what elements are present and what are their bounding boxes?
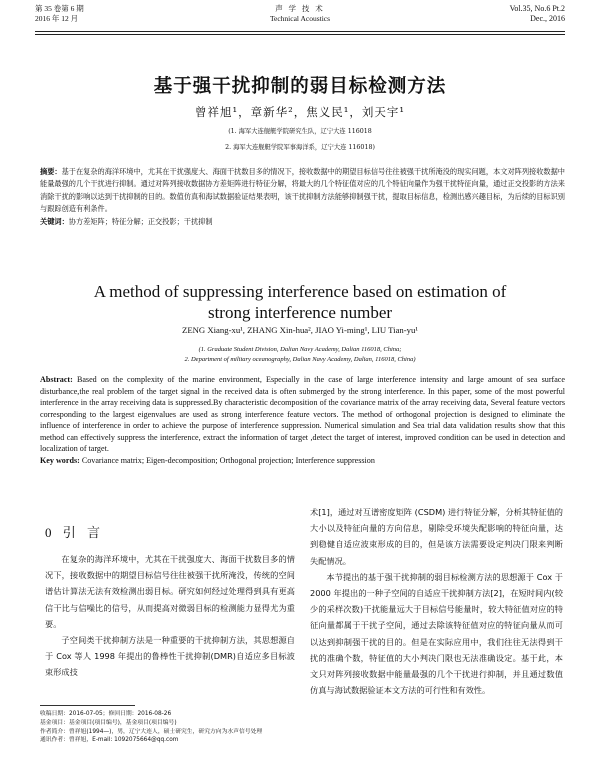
abstract-cn: [40, 166, 565, 228]
body-paragraph: 本节提出的基于强干扰抑制的弱目标检测方法的思想源于 Cox 于 2000 年提出的一种子空间的自适应干扰抑制方法[2]，在短时间内(较少的采样次数)干扰能量远大于目标信号能量时，较大特征值对应的特征向量都属于干扰子空间，通过去除该特征值对应的特征向量从而可以达到抑制强干扰的目的。但是在实际应用中，我们往往无法得到干扰的准确个数，特征值的大小判决门限也无法准确设定。基于此，本文只对阵列接收数据中能量最强的几个干扰进行抑制，并且通过数值仿真与海试数据验证本文方法的可行性和有效性。: [310, 571, 563, 696]
page-title-cn: 基于强干扰抑制的弱目标检测方法: [153, 76, 447, 97]
authors-cn: 曾祥旭¹，章新华²，焦义民¹，刘天宇¹: [195, 105, 405, 119]
affiliation-en-1: (1. Graduate Student Division, Dalian Navy Academy, Dalian 116018, China;: [198, 346, 402, 353]
body-paragraph: 子空间类干扰抑制方法是一种重要的干扰抑制方法，其思想源自于 Cox 等人 1998 年提出的鲁棒性干扰抑制(DMR)自适应多目标波束形成技: [45, 635, 295, 678]
footnote-rule: [40, 705, 135, 706]
header-rule-thin: [35, 34, 565, 35]
body-right-column: [310, 504, 563, 698]
authors-en: ZENG Xiang-xu¹, ZHANG Xin-hua², JIAO Yi-ming¹, LIU Tian-yu¹: [182, 325, 418, 335]
keywords-cn-text: 协方差矩阵；特征分解；正交投影；干扰抑制: [68, 216, 213, 226]
keywords-en: [40, 455, 565, 467]
body-paragraph: 在复杂的海洋环境中，尤其在干扰强度大、海面干扰数目多的情况下，接收数据中的期望目标信号往往被强干扰所淹没，传统的空间谱估计算法无法有效检测出弱目标。研究如何经过处理得到具有更高信干比与信噪比的信号，从而提高对微弱目标的检测能力显得尤为重要。: [45, 554, 295, 629]
keywords-en-label: Key words:: [40, 455, 80, 465]
keywords-cn-label: 关键词：: [40, 216, 69, 226]
journal-volume: 第 35 卷第 6 期 2016 年 12 月: [35, 4, 84, 23]
body-paragraph: 术[1]，通过对互谱密度矩阵 (CSDM) 进行特征分解，分析其特征值的大小以及特征向量的方向信息，剔除受环境失配影响的特征向量，达到稳健自适应波束形成的目的，但是该方法需要设定判决门限来判断失配情况。: [310, 507, 563, 566]
journal-issue: Vol.35, No.6 Pt.2 Dec., 2016: [509, 4, 565, 23]
affiliation-cn-1: (1. 海军大连舰艇学院研究生队，辽宁大连 116018: [228, 128, 372, 135]
page-title-en: A method of suppressing interference based on estimation of strong interference number: [93, 282, 507, 322]
header-rule-thick: [35, 31, 565, 32]
abstract-en-text: Based on the complexity of the marine environment, Especially in the case of large interference intensity and large amount of sea surface disturbance,the real problem of the target signal in the received data is often submerged by the strong interference. In this paper, some of the most powerful interference in the array receiving data is suppressed.By characteristic decomposition of the covariance matrix of the array receiving data, Several feature vectors corresponding to the largest eigenvalues are used as strong interference feature vectors. The method of orthogonal projection is designed to eliminate the influence of interference in order to achieve the purpose of interference suppression. Numerical simulation and Sea trial data validation results show that this method can effectively suppress the interference, extract the information of target ,detect the target of interest, improved condition can be used in detection and localization of target.: [40, 375, 565, 453]
footnote: 收稿日期：2016-07-05；修回日期：2016-08-26 基金项目：基金项目(项目编号)，基金项目(项目编号) 作者简介：曾祥旭(1994—)，男，辽宁大连人，硕士研究生，研究方向为水声信号处理 通讯作者：曾祥旭，E-mail: 1092075664@qq.com: [40, 711, 263, 744]
affiliation-en-2: 2. Department of military oceanography, Dalian Navy Academy, Dalian, 116018, China): [184, 356, 416, 363]
journal-name: 声 学 技 术 Technical Acoustics: [269, 4, 331, 23]
affiliation-cn-2: 2. 海军大连舰艇学院军事海洋系，辽宁大连 116018): [225, 144, 375, 151]
abstract-en-label: Abstract:: [40, 375, 73, 384]
body-left-column: [45, 551, 295, 681]
abstract-cn-text: 基于在复杂的海洋环境中，尤其在干扰强度大、海面干扰数目多的情况下，接收数据中的期望目标信号往往被强干扰所淹没的现实问题，本文对阵列接收数据中能量最强的几个干扰进行抑制。通过对阵列接收数据协方差矩阵进行特征分解，将最大的几个特征值对应的几个特征向量作为强干扰特征向量，通过正交投影的方法来消除干扰的影响以达到干扰抑制的目的。数值仿真和海试数据验证结果表明，该干扰抑制方法能够抑制强干扰，提取目标信息，检测出感兴趣目标，为后续的目标识别与跟踪创造有利条件。: [40, 167, 565, 214]
keywords-cn: [40, 216, 565, 228]
section-heading: 0 引 言: [45, 525, 105, 540]
abstract-cn-label: 摘要：: [40, 167, 62, 176]
running-header: [35, 4, 565, 30]
keywords-en-text: Covariance matrix; Eigen-decomposition; Orthogonal projection; Interference suppression: [79, 455, 375, 465]
abstract-en: [40, 374, 565, 466]
